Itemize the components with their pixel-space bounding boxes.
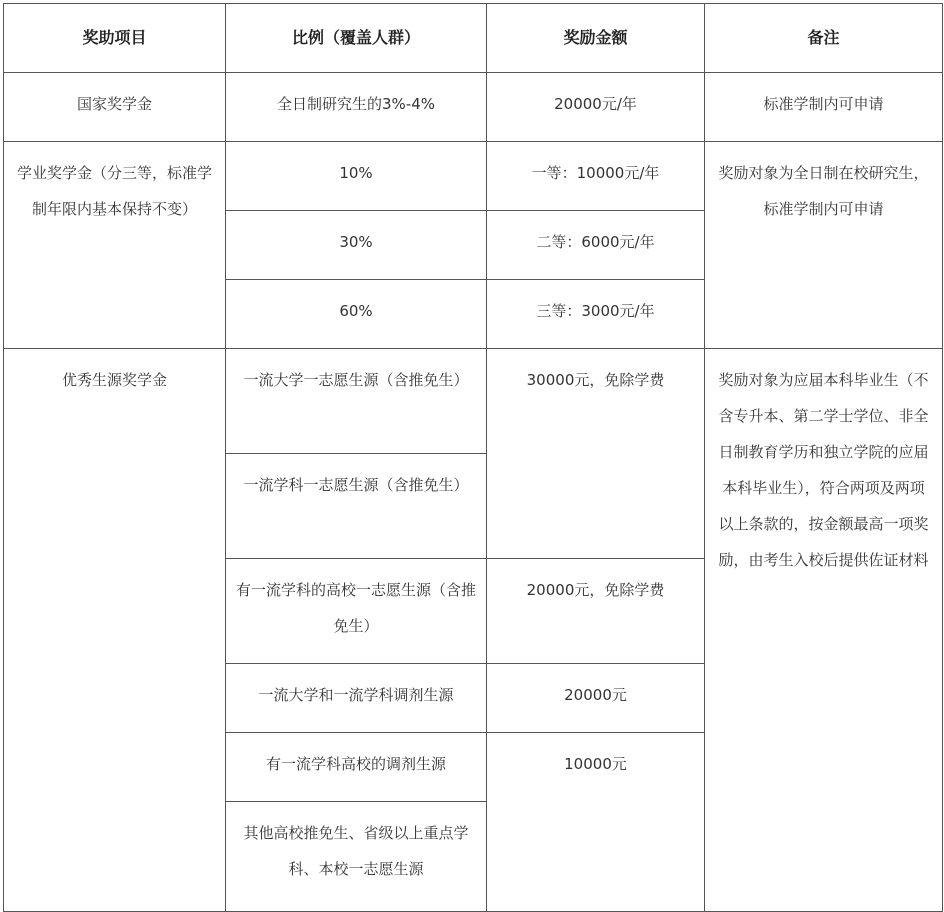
excellent-category: 一流大学一志愿生源（含推免生） xyxy=(226,349,487,454)
excellent-category: 其他高校推免生、省级以上重点学科、本校一志愿生源 xyxy=(226,802,487,912)
national-amount: 20000元/年 xyxy=(487,73,705,142)
header-ratio: 比例（覆盖人群） xyxy=(226,4,487,73)
academic-amount: 二等：6000元/年 xyxy=(487,211,705,280)
header-row xyxy=(4,4,943,73)
academic-note: 奖励对象为全日制在校研究生，标准学制内可申请 xyxy=(705,142,943,349)
header-amount: 奖励金额 xyxy=(487,4,705,73)
academic-ratio: 60% xyxy=(226,280,487,349)
excellent-amount: 10000元 xyxy=(487,733,705,912)
table-row xyxy=(4,142,943,211)
academic-ratio: 10% xyxy=(226,142,487,211)
table-row xyxy=(4,73,943,142)
national-name: 国家奖学金 xyxy=(4,73,226,142)
table-row xyxy=(4,349,943,454)
academic-amount: 三等：3000元/年 xyxy=(487,280,705,349)
excellent-category: 有一流学科的高校一志愿生源（含推免生） xyxy=(226,559,487,664)
academic-amount: 一等：10000元/年 xyxy=(487,142,705,211)
national-note: 标准学制内可申请 xyxy=(705,73,943,142)
academic-name: 学业奖学金（分三等，标准学制年限内基本保持不变） xyxy=(4,142,226,349)
excellent-note: 奖励对象为应届本科毕业生（不含专升本、第二学士学位、非全日制教育学历和独立学院的应届本科毕业生），符合两项及两项以上条款的，按金额最高一项奖励，由考生入校后提供佐证材料 xyxy=(705,349,943,912)
excellent-amount: 30000元，免除学费 xyxy=(487,349,705,559)
excellent-amount: 20000元 xyxy=(487,664,705,733)
header-note: 备注 xyxy=(705,4,943,73)
academic-ratio: 30% xyxy=(226,211,487,280)
excellent-category: 一流大学和一流学科调剂生源 xyxy=(226,664,487,733)
excellent-amount: 20000元，免除学费 xyxy=(487,559,705,664)
national-ratio: 全日制研究生的3%-4% xyxy=(226,73,487,142)
excellent-category: 一流学科一志愿生源（含推免生） xyxy=(226,454,487,559)
excellent-name: 优秀生源奖学金 xyxy=(4,349,226,912)
scholarship-table xyxy=(3,3,943,912)
excellent-category: 有一流学科高校的调剂生源 xyxy=(226,733,487,802)
header-item: 奖助项目 xyxy=(4,4,226,73)
